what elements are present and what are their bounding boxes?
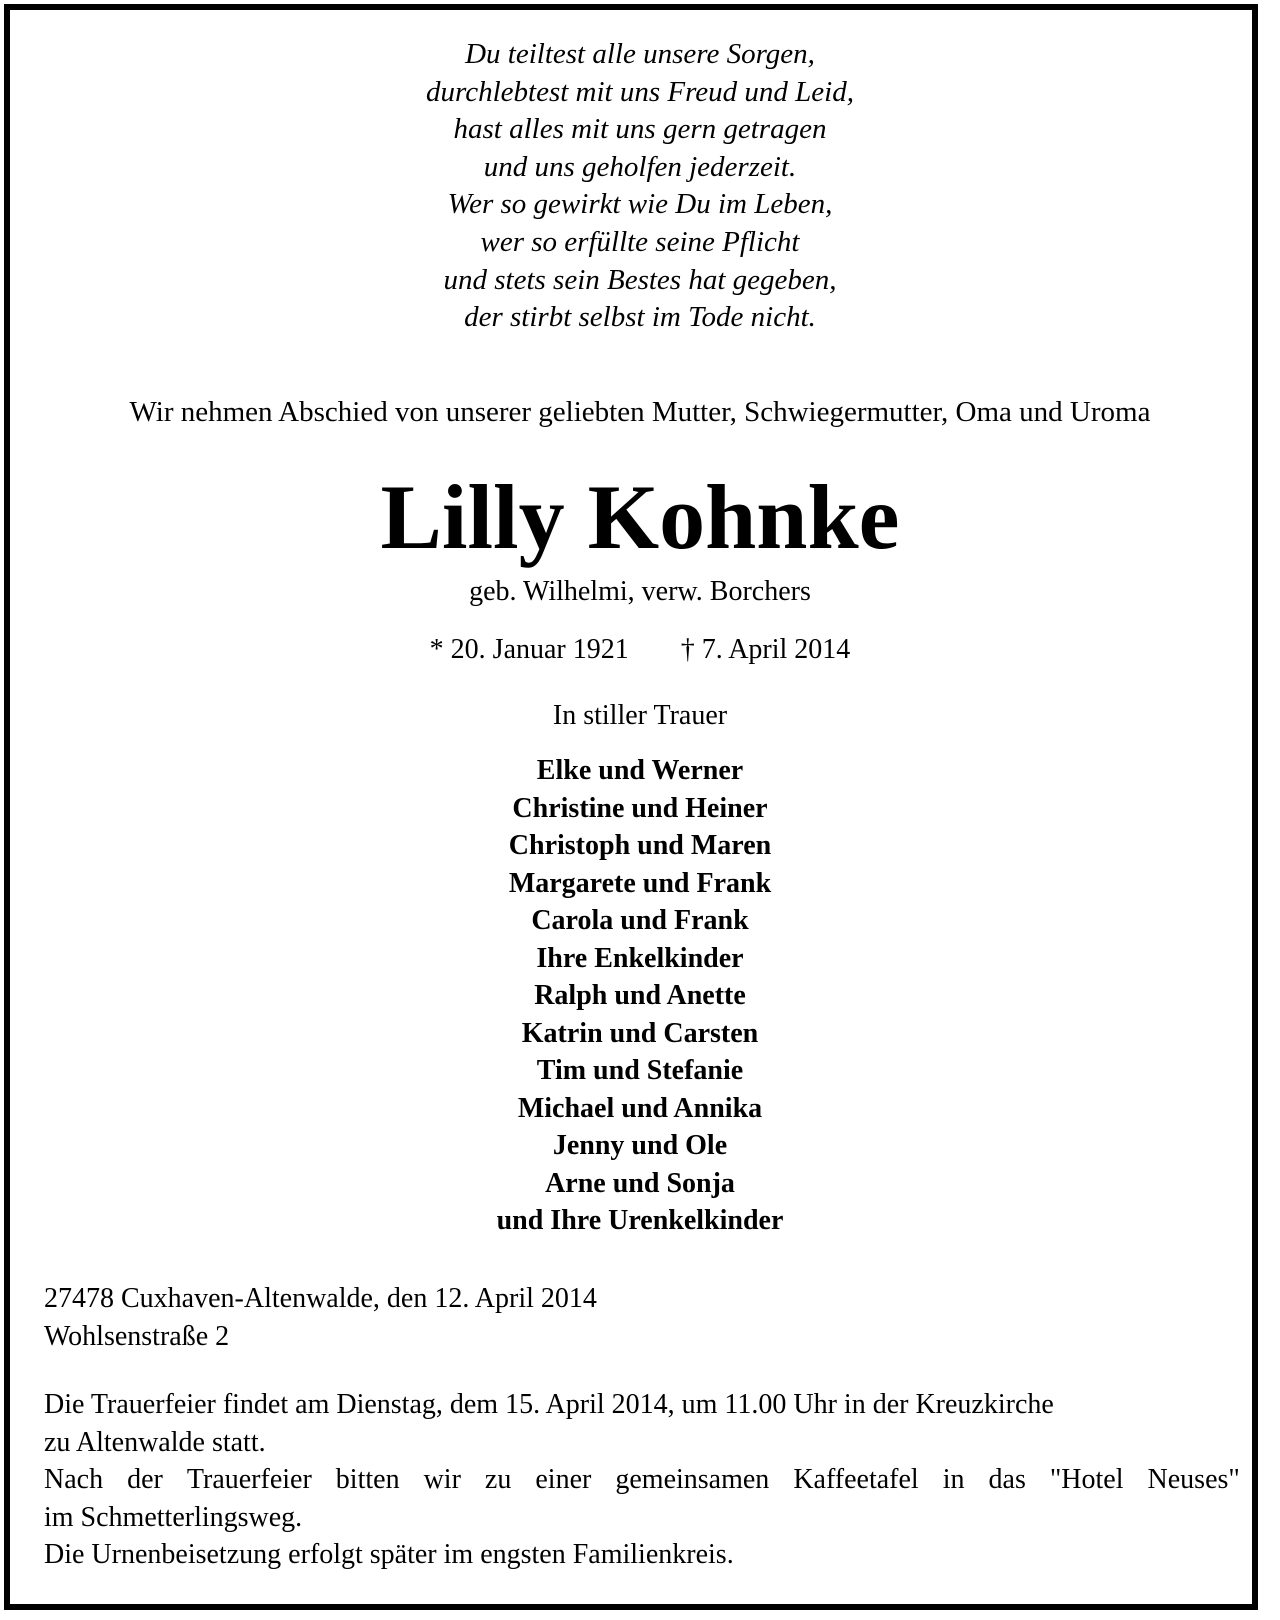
mourner-line: Tim und Stefanie: [536, 1055, 744, 1086]
mourner-line: Carola und Frank: [531, 905, 749, 936]
mourner-line: Ihre Enkelkinder: [536, 942, 744, 974]
mourner-line: Margarete und Frank: [508, 867, 772, 899]
mourner-line: Christoph und Maren: [508, 830, 772, 861]
deceased-name: Lilly Kohnke: [380, 466, 900, 568]
notice-line: Die Trauerfeier findet am Dienstag, dem 15. April 2014, um 11.00 Uhr in der Kreuzkirche: [44, 1389, 1054, 1420]
notice-word: in: [942, 1464, 965, 1495]
notice-word: "Hotel: [1049, 1464, 1124, 1495]
poem-line: Wer so gewirkt wie Du im Leben,: [447, 188, 833, 221]
notice-word: wir: [423, 1464, 461, 1495]
death-date: † 7. April 2014: [680, 634, 851, 665]
place-date: 27478 Cuxhaven-Altenwalde, den 12. April 2014: [44, 1283, 597, 1314]
mourner-line: Elke und Werner: [536, 755, 744, 786]
mourner-line: Ralph und Anette: [534, 980, 746, 1011]
notice-word: Trauerfeier: [186, 1464, 312, 1495]
maiden-name: geb. Wilhelmi, verw. Borchers: [469, 576, 811, 607]
notice-line: im Schmetterlingsweg.: [44, 1501, 303, 1533]
poem-line: Du teiltest alle unsere Sorgen,: [465, 38, 815, 70]
notice-word: Neuses": [1147, 1464, 1240, 1495]
mourner-line: und Ihre Urenkelkinder: [496, 1205, 784, 1236]
notice-word: bitten: [335, 1464, 400, 1495]
mourner-line: Arne und Sonja: [545, 1167, 735, 1199]
notice-line: zu Altenwalde statt.: [44, 1426, 266, 1458]
poem-line: durchlebtest mit uns Freud und Leid,: [426, 75, 854, 108]
poem-line: und stets sein Bestes hat gegeben,: [443, 263, 837, 296]
mourning-heading: In stiller Trauer: [552, 700, 728, 731]
notice-word: gemeinsamen: [615, 1464, 770, 1495]
funeral-notice: [44, 1386, 1240, 1574]
poem-line: der stirbt selbst im Tode nicht.: [464, 301, 816, 334]
farewell-intro: Wir nehmen Abschied von unserer geliebten Mutter, Schwiegermutter, Oma und Uroma: [129, 396, 1151, 428]
mourner-line: Jenny und Ole: [552, 1130, 728, 1161]
poem-line: hast alles mit uns gern getragen: [453, 113, 827, 146]
address-block: [44, 1280, 597, 1356]
mourners-list: [0, 752, 1280, 1240]
notice-word: der: [127, 1464, 163, 1495]
notice-word: einer: [535, 1464, 592, 1495]
life-dates: [0, 634, 1280, 666]
mourner-line: Katrin und Carsten: [521, 1017, 759, 1049]
street-address: Wohlsenstraße 2: [44, 1321, 230, 1352]
poem-block: [0, 36, 1280, 337]
notice-line-justified: [44, 1461, 1240, 1499]
birth-date: * 20. Januar 1921: [429, 634, 629, 665]
notice-word: Nach: [44, 1464, 104, 1495]
mourner-line: Michael und Annika: [517, 1092, 763, 1124]
notice-line: Die Urnenbeisetzung erfolgt später im engsten Familienkreis.: [44, 1539, 734, 1570]
poem-line: wer so erfüllte seine Pflicht: [480, 225, 800, 258]
mourner-line: Christine und Heiner: [512, 792, 768, 824]
notice-word: zu: [484, 1464, 512, 1495]
notice-word: das: [988, 1464, 1026, 1495]
notice-word: Kaffeetafel: [793, 1464, 919, 1495]
poem-line: und uns geholfen jederzeit.: [483, 150, 797, 183]
